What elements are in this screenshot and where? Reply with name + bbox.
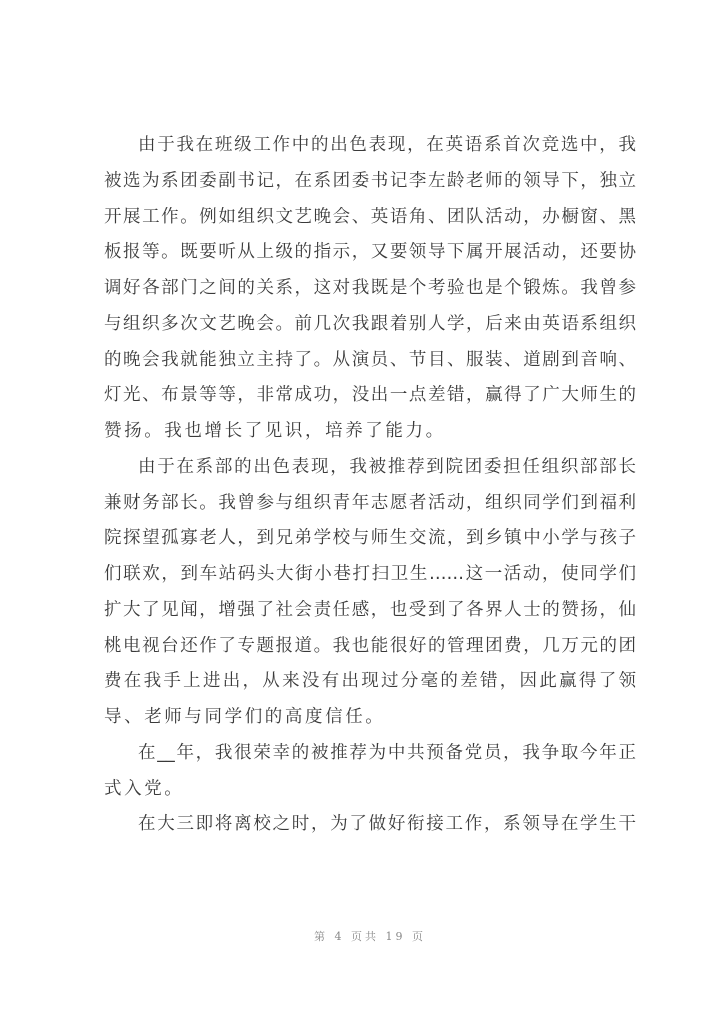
text-line: 调好各部门之间的关系，这对我既是个考验也是个锻炼。我曾参	[104, 278, 636, 298]
text-line: 由于在系部的出色表现，我被推荐到院团委担任组织部部长	[138, 456, 636, 477]
document-body	[104, 128, 636, 843]
text-line: 与组织多次文艺晚会。前几次我跟着别人学，后来由英语系组织	[104, 313, 636, 334]
page-footer: 第 4 页共 19 页	[314, 930, 426, 943]
text-line: 扩大了见闻，增强了社会责任感，也受到了各界人士的赞扬，仙	[104, 599, 636, 620]
text-line: 在大三即将离校之时，为了做好衔接工作，系领导在学生干	[138, 814, 636, 835]
text-line: 院探望孤寡老人，到兄弟学校与师生交流，到乡镇中小学与孩子	[104, 528, 636, 549]
text-line: 兼财务部长。我曾参与组织青年志愿者活动，组织同学们到福利	[104, 492, 636, 513]
text-line: 们联欢，到车站码头大街小巷打扫卫生……这一活动，使同学们	[104, 564, 636, 584]
text-line: 导、老师与同学们的高度信任。	[104, 707, 386, 727]
text-line: 由于我在班级工作中的出色表现，在英语系首次竞选中，我	[138, 135, 636, 155]
text-line: 赞扬。我也增长了见识，培养了能力。	[104, 421, 446, 441]
paragraph	[104, 736, 636, 808]
text-line: 板报等。既要听从上级的指示，又要领导下属开展活动，还要协	[104, 242, 636, 263]
text-line: 的晚会我就能独立主持了。从演员、节目、服装、道剧到音响、	[104, 349, 636, 370]
text-line: 开展工作。例如组织文艺晚会、英语角、团队活动，办橱窗、黑	[104, 206, 636, 227]
text-line: 费在我手上进出，从来没有出现过分毫的差错，因此赢得了领	[104, 671, 636, 692]
paragraph	[104, 128, 636, 450]
text-line: 被选为系团委副书记，在系团委书记李左龄老师的领导下，独立	[104, 170, 636, 191]
text-line: 桃电视台还作了专题报道。我也能很好的管理团费，几万元的团	[104, 635, 636, 656]
text-line: 式入党。	[104, 778, 185, 799]
paragraph	[104, 807, 636, 843]
text-line: 在__年，我很荣幸的被推荐为中共预备党员，我争取今年正	[138, 742, 636, 763]
paragraph	[104, 450, 636, 736]
text-line: 灯光、布景等等，非常成功，没出一点差错，赢得了广大师生的	[104, 385, 636, 406]
